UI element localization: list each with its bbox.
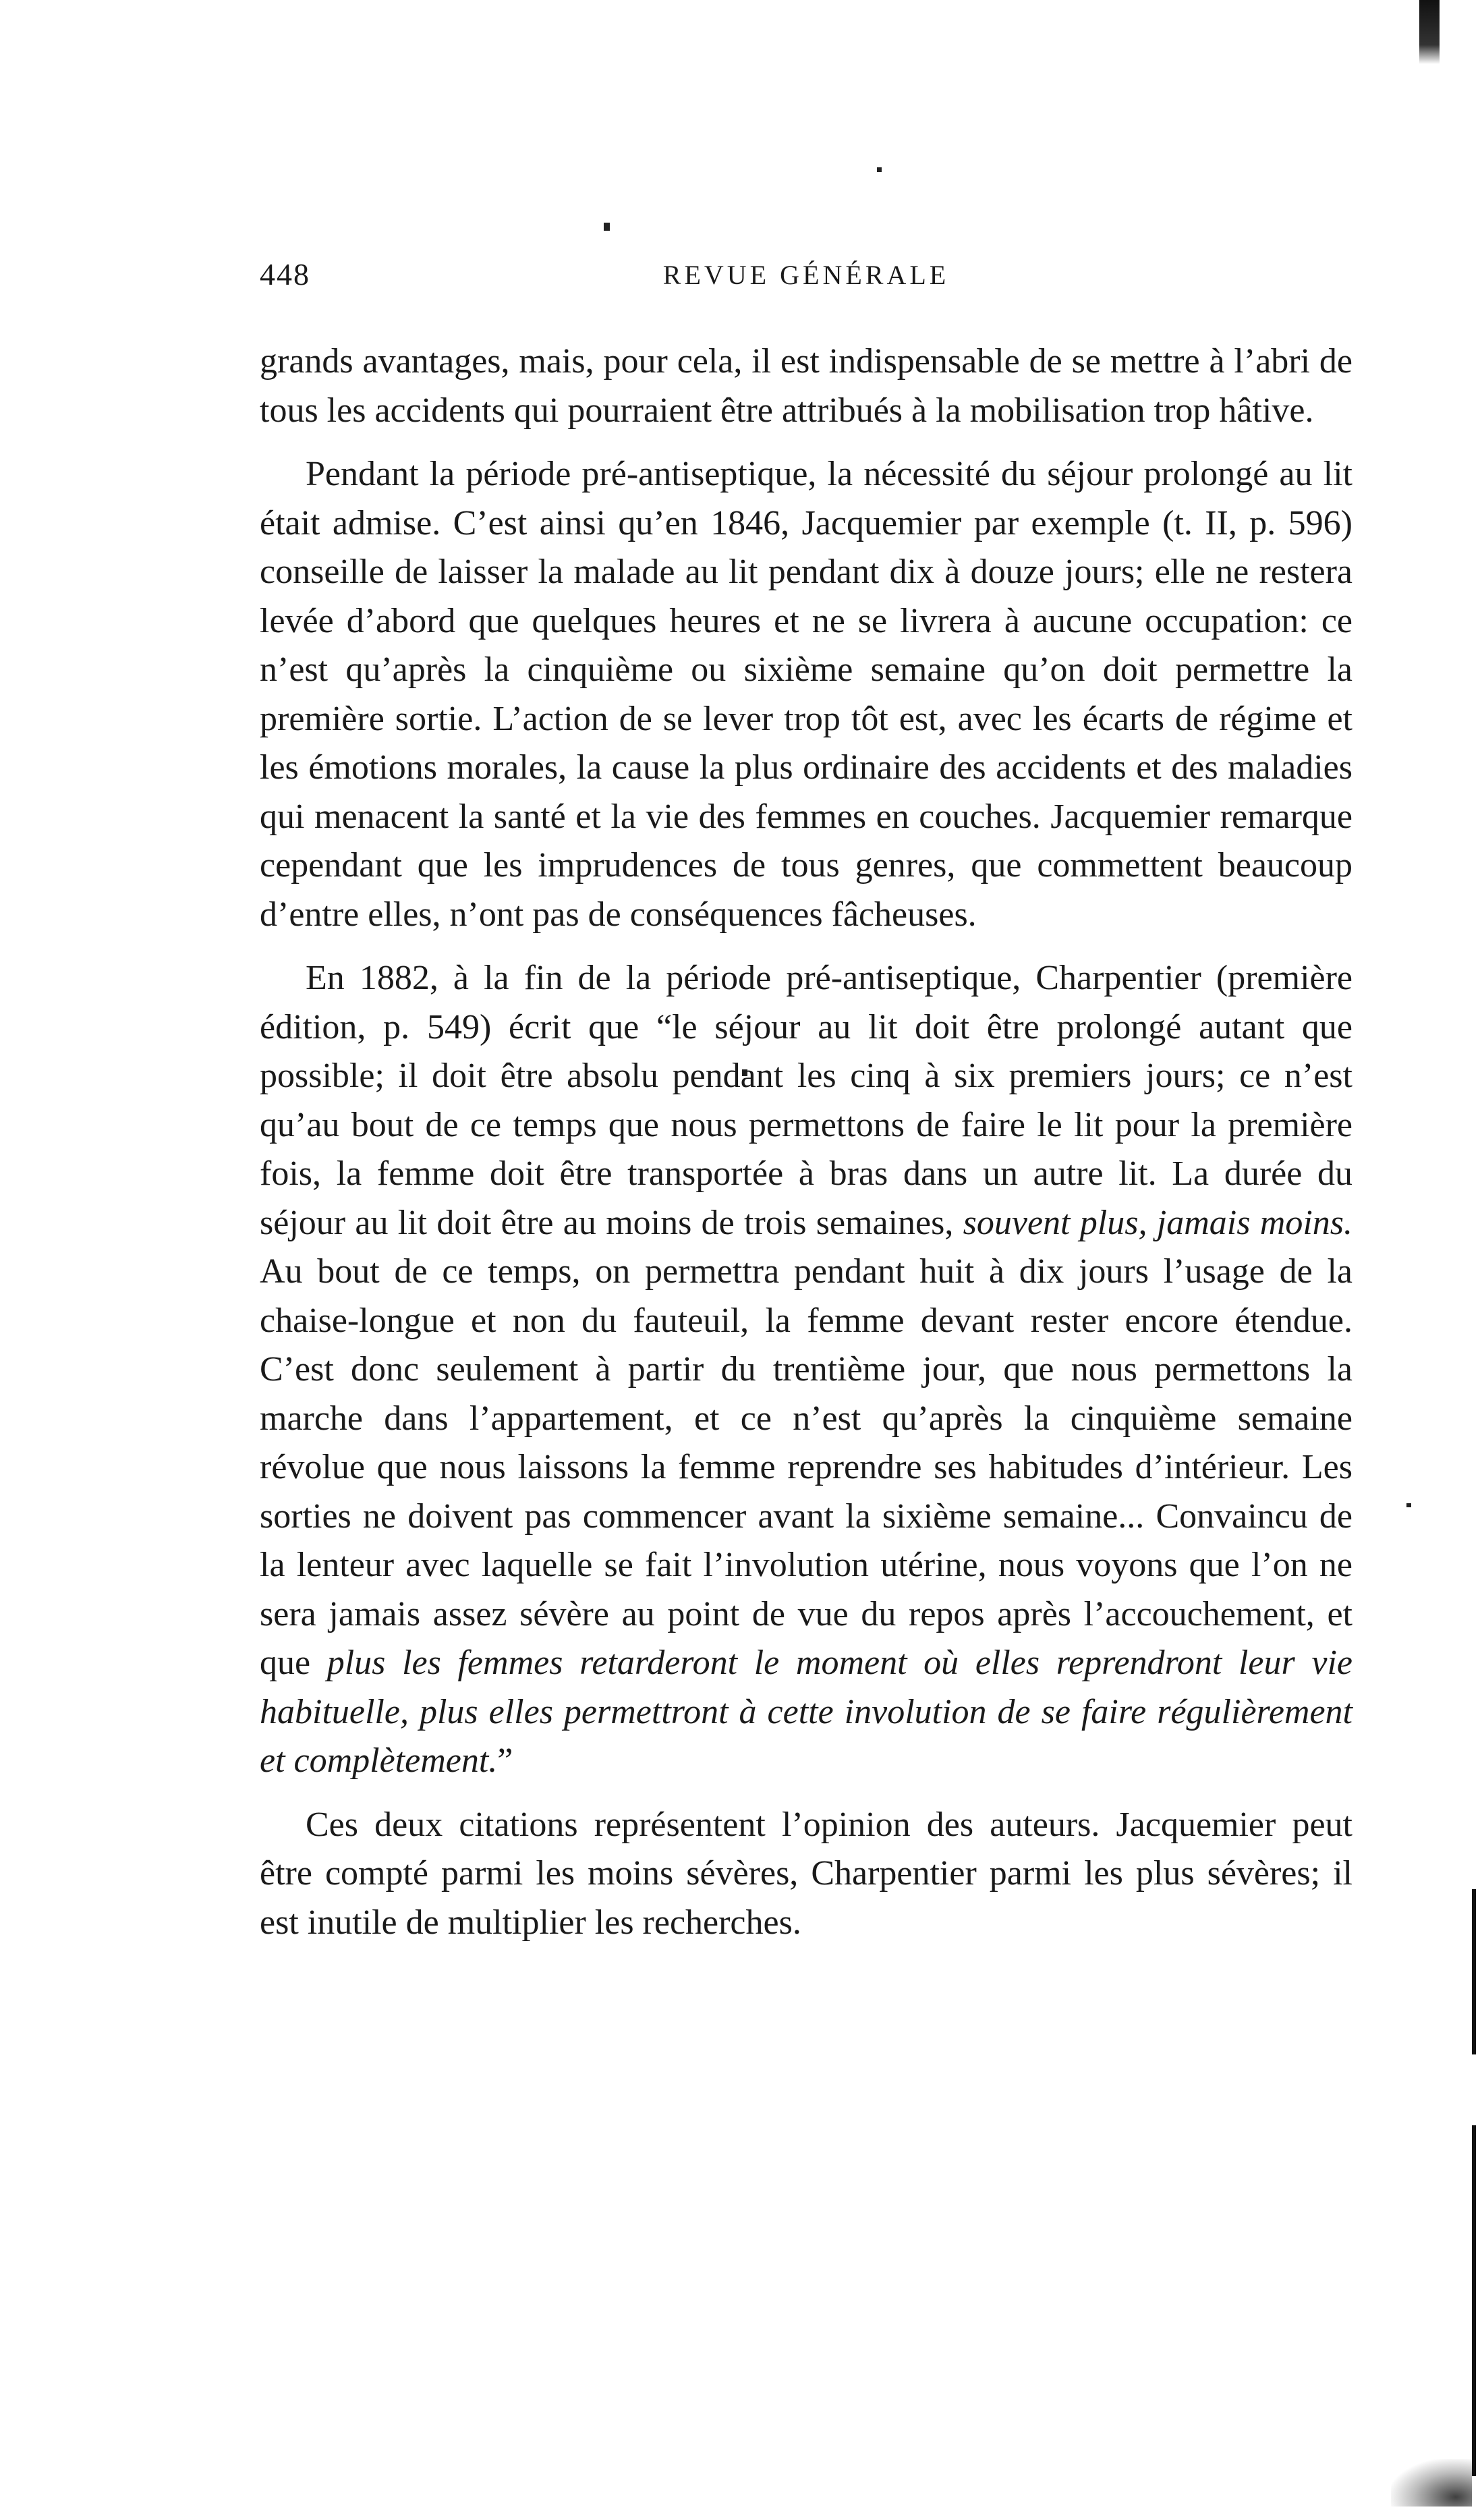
paragraph-text: ” — [497, 1741, 513, 1780]
scan-edge-line — [1472, 1889, 1476, 2054]
paragraph-text: Ces deux citations représentent l’opinion des auteurs. Jacquemier peut être compté parmi les moins sévères, Charpentier parmi les plus sévères; il est inutile de multiplier les recherches. — [260, 1805, 1353, 1942]
paragraph — [260, 1801, 1353, 1948]
scan-speck — [877, 167, 882, 172]
paragraph — [260, 337, 1353, 435]
body-text — [260, 337, 1353, 1947]
scan-edge-smudge — [1391, 2459, 1472, 2507]
scan-speck — [604, 223, 610, 231]
paragraph — [260, 450, 1353, 939]
page-header — [260, 256, 1353, 297]
running-head: REVUE GÉNÉRALE — [662, 260, 950, 290]
paragraph-text: grands avantages, mais, pour cela, il est indispensable de se mettre à l’abri de tous les accidents qui pourraient être attribués à la mobilisation trop hâtive. — [260, 342, 1353, 430]
italic-text: souvent plus, jamais moins. — [963, 1203, 1353, 1242]
scan-edge-line — [1472, 2125, 1476, 2476]
italic-text: plus les femmes retarderont le moment où elles reprendront leur vie habituelle, plus elles permettront à cette involution de se faire régulièrement et complètement. — [260, 1644, 1353, 1780]
paragraph-text: Au bout de ce temps, on permettra pendant huit à dix jours l’usage de la chaise-longue et non du fauteuil, la femme devant rester encore étendue. C’est donc seulement à partir du trentième jour, que nous permettons la marche dans l’appartement, et ce n’est qu’après la cinquième semaine révolue que nous laissons la femme reprendre ses habitudes d’intérieur. Les sorties ne doivent pas commencer avant la sixième semaine... Convaincu de la lenteur avec laquelle se fait l’involution utérine, nous voyons que l’on ne sera jamais assez sévère au point de vue du repos après l’accouchement, et que — [260, 1252, 1353, 1682]
paragraph — [260, 954, 1353, 1786]
paragraph-text: Pendant la période pré-antiseptique, la nécessité du séjour prolongé au lit était admise. C’est ainsi qu’en 1846, Jacquemier par exemple (t. II, p. 596) conseille de laisser la malade au lit pendant dix à douze jours; elle ne restera levée d’abord que quelques heures et ne se livrera à aucune occupation: ce n’est qu’après la cinquième ou sixième semaine qu’on doit permettre la première sortie. L’action de se lever trop tôt est, avec les écarts de régime et les émotions morales, la cause la plus ordinaire des accidents et des maladies qui menacent la santé et la vie des femmes en couches. Jacquemier remarque cependant que les imprudences de tous genres, que commettent beaucoup d’entre elles, n’ont pas de conséquences fâcheuses. — [260, 455, 1353, 934]
scan-corner-mark — [1419, 0, 1440, 64]
paragraph-text: En 1882, à la fin de la période pré-antiseptique, Charpentier (première édition, p. 549) écrit que “le séjour au lit doit être prolongé autant que possible; il doit être absolu pendant les cinq à six premiers jours; ce n’est qu’au bout de ce temps que nous permettons de faire le lit pour la première fois, la femme doit être transportée à bras dans un autre lit. La durée du séjour au lit doit être au moins de trois semaines, — [260, 959, 1353, 1242]
page-number: 448 — [260, 257, 310, 291]
scan-speck — [1406, 1503, 1411, 1507]
